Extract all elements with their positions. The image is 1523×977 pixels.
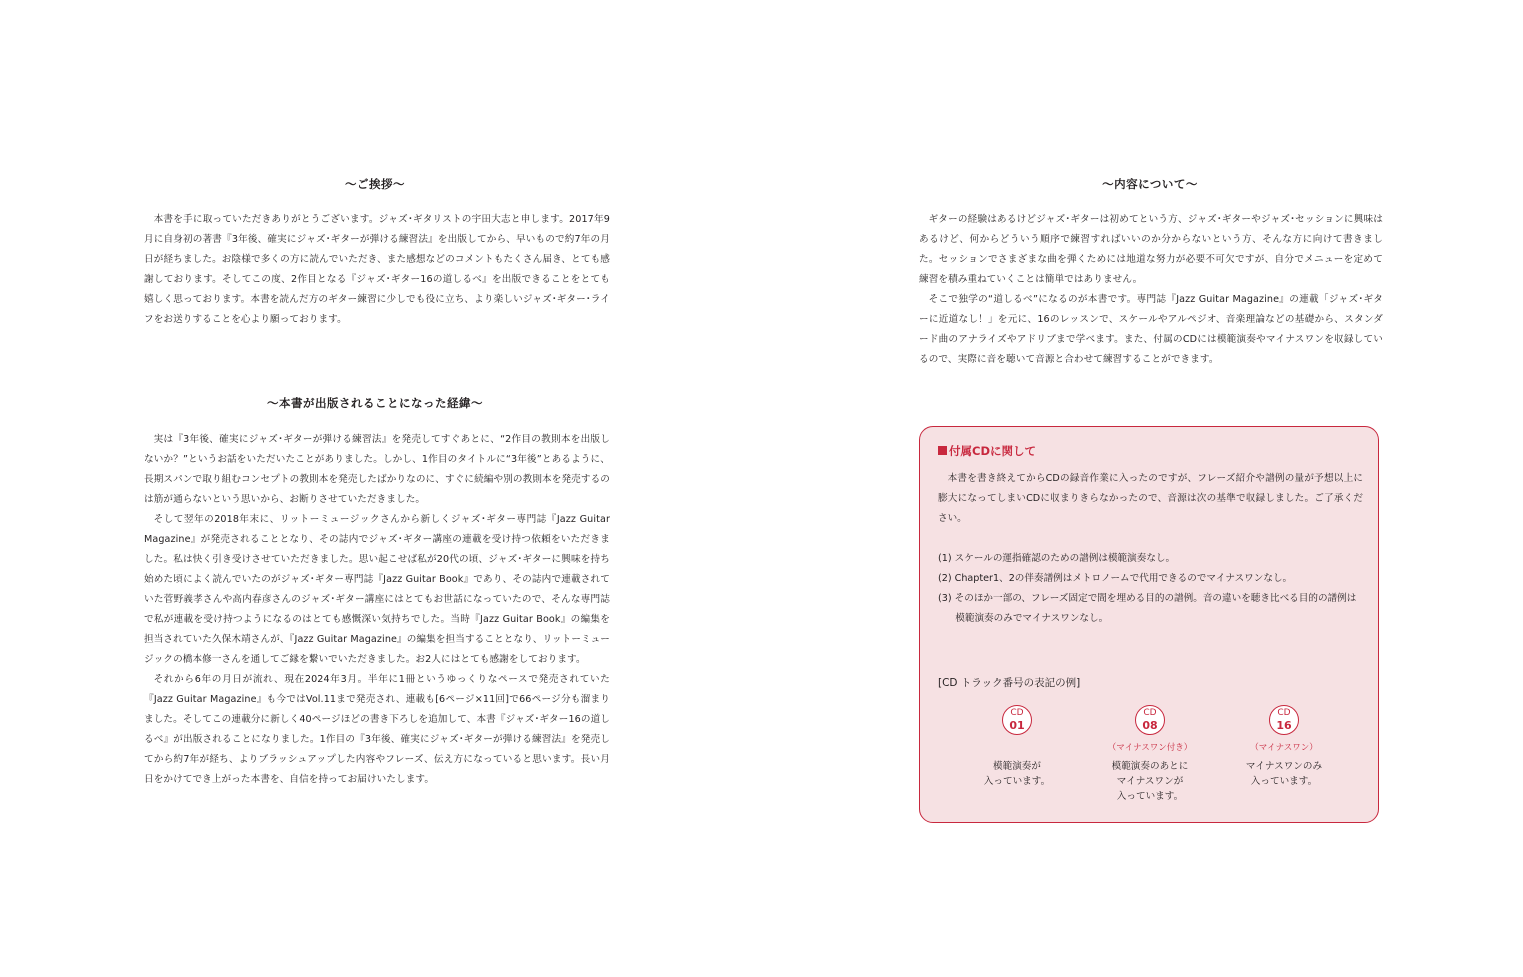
background-paragraph-3: それから6年の月日が流れ、現在2024年3月。半年に1冊というゆっくりなペースで発売されていた『Jazz Guitar Magazine』も今ではVol.11まで発売され、連載も[6ページ×11回]で66ページ分も溜まりました。そしてこの連載分に新しく40ページほどの書き下ろしを追加して、本書『ジャズ･ギター16の道しるべ』が出版されることになりました。1作目の『3年後、確実にジャズ･ギターが弾ける練習法』を発売してから約7年が経ち、よりブラッシュアップした内容やフレーズ、伝え方になっていると思います。長い月日をかけてでき上がった本書を、自信を持ってお届けいたします。 [144, 674, 610, 785]
cd-example-16 [1224, 705, 1344, 789]
cd-badge-number: 01 [1009, 719, 1025, 732]
cd-badge-number: 16 [1276, 719, 1292, 732]
left-page [0, 0, 761, 977]
background-body [144, 430, 610, 790]
cd-example-title: [CD トラック番号の表記の例] [938, 677, 1081, 689]
greeting-paragraph: 本書を手に取っていただきありがとうございます。ジャズ･ギタリストの宇田大志と申します。2017年9月に自身初の著書『3年後、確実にジャズ･ギターが弾ける練習法』を出版してから、早いもので約7年の月日が経ちました。お陰様で多くの方に読んでいただき、また感想などのコメントもたくさん届き、とても感謝しております。そしてこの度、2作目となる『ジャズ･ギター16の道しるべ』を出版できることをとても嬉しく思っております。本書を読んだ方のギター練習に少しでも役に立ち、より楽しいジャズ･ギター･ライフをお送りすることを心より願っております。 [144, 214, 610, 325]
contents-paragraph-1: ギターの経験はあるけどジャズ･ギターは初めてという方、ジャズ･ギターやジャズ･セッションに興味はあるけど、何からどういう順序で練習すればいいのか分からないという方、そんな方に向けて書きました。セッションでさまざまな曲を弾くためには地道な努力が必要不可欠ですが、自分でメニューを定めて練習を積み重ねていくことは簡単ではありません。 [919, 214, 1383, 285]
cd-box-body [938, 469, 1363, 529]
cd-box-title [938, 443, 1036, 459]
cd-example-note: （マイナスワン） [1250, 743, 1318, 753]
cd-example-description: マイナスワンのみ 入っています。 [1245, 761, 1323, 787]
cd-track-badge-icon [1135, 705, 1165, 735]
cd-badge-label: CD [1010, 708, 1024, 718]
contents-body [919, 210, 1383, 370]
cd-track-badge-icon [1269, 705, 1299, 735]
cd-badge-label: CD [1277, 708, 1291, 718]
cd-info-box [919, 426, 1379, 823]
cd-box-paragraph: 本書を書き終えてからCDの録音作業に入ったのですが、フレーズ紹介や譜例の量が予想以上に膨大になってしまいCDに収まりきらなかったので、音源は次の基準で収録しました。ご了承ください。 [938, 473, 1363, 524]
cd-example-01 [957, 705, 1077, 789]
background-paragraph-2: そして翌年の2018年末に、リットーミュージックさんから新しくジャズ･ギター専門誌『Jazz Guitar Magazine』が発売されることとなり、その誌内でジャズ･ギター講座の連載を受け持つ依頼をいただきました。私は快く引き受けさせていただきました。思い起こせば私が20代の頃、ジャズ･ギターに興味を持ち始めた頃によく読んでいたのがジャズ･ギター専門誌『Jazz Guitar Book』であり、その誌内で連載されていた菅野義孝さんや高内春彦さんのジャズ･ギター講座にはとてもお世話になっていたので、そんな専門誌で私が連載を受け持つようになるのはとても感慨深い気持ちでした。当時『Jazz Guitar Book』の編集を担当されていた久保木靖さんが、『Jazz Guitar Magazine』の編集を担当することとなり、リットーミュージックの橋本修一さんを通してご縁を繋いでいただきました。お2人にはとても感謝をしております。 [144, 514, 610, 665]
contents-paragraph-2: そこで独学の“道しるべ”になるのが本書です。専門誌『Jazz Guitar Magazine』の連載「ジャズ･ギターに近道なし！」を元に、16のレッスンで、スケールやアルペジオ、音楽理論などの基礎から、スタンダード曲のアナライズやアドリブまで学べます。また、付属のCDには模範演奏やマイナスワンを収録しているので、実際に音を聴いて音源と合わせて練習することができます。 [919, 294, 1383, 365]
cd-rule-item: (1) スケールの運指確認のための譜例は模範演奏なし。 [938, 553, 1176, 564]
cd-rules-list [938, 549, 1363, 629]
cd-example-08 [1090, 705, 1210, 804]
cd-rule-item: (2) Chapter1、2の伴奏譜例はメトロノームで代用できるのでマイナスワンなし。 [938, 573, 1293, 584]
greeting-title: ～ご挨拶～ [345, 177, 405, 191]
background-title: ～本書が出版されることになった経緯～ [267, 396, 483, 410]
cd-example-description: 模範演奏が 入っています。 [983, 761, 1051, 787]
contents-title: ～内容について～ [1102, 177, 1198, 191]
greeting-body [144, 210, 610, 330]
cd-example-description: 模範演奏のあとに マイナスワンが 入っています。 [1111, 761, 1189, 802]
cd-rule-item: (3) そのほか一部の、フレーズ固定で間を埋める目的の譜例。音の違いを聴き比べる目的の譜例は模範演奏のみでマイナスワンなし。 [938, 593, 1357, 624]
cd-example-note [957, 741, 1077, 755]
square-bullet-icon [938, 446, 947, 455]
cd-example-note: （マイナスワン付き） [1107, 743, 1193, 753]
cd-track-badge-icon [1002, 705, 1032, 735]
cd-box-title-text: 付属CDに関して [949, 444, 1036, 458]
background-paragraph-1: 実は『3年後、確実にジャズ･ギターが弾ける練習法』を発売してすぐあとに、“2作目の教則本を出版しないか？”というお話をいただいたことがありました。しかし、1作目のタイトルに“3年後”とあるように、長期スパンで取り組むコンセプトの教則本を発売したばかりなのに、すぐに続編や別の教則本を発売するのは筋が通らないという思いから、お断りさせていただきました。 [144, 434, 610, 505]
cd-badge-label: CD [1143, 708, 1157, 718]
cd-badge-number: 08 [1142, 719, 1158, 732]
